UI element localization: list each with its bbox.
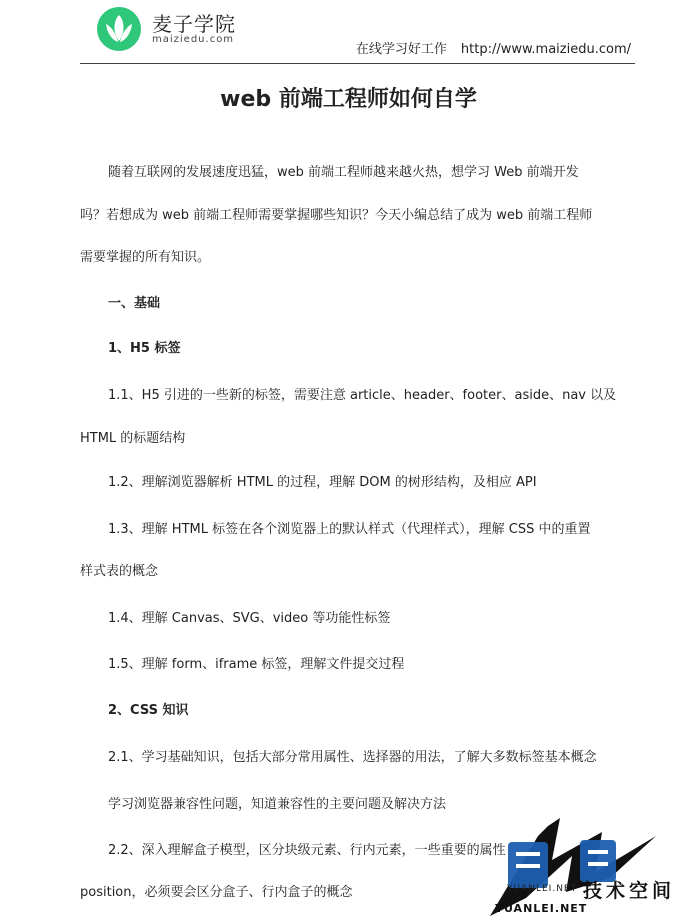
- watermark-site: YUANLEI.NET: [495, 902, 588, 915]
- item-1-1-line-1: 1.1、H5 引进的一些新的标签，需要注意 article、header、footer、aside、nav 以及: [108, 388, 617, 403]
- tagline-url[interactable]: http://www.maiziedu.com/: [460, 42, 631, 57]
- item-1-5: 1.5、理解 form、iframe 标签，理解文件提交过程: [108, 657, 405, 672]
- item-2-1-line-1: 2.1、学习基础知识，包括大部分常用属性、选择器的用法，了解大多数标签基本概念: [108, 750, 597, 765]
- item-2-2-line-2: position，必须要会区分盒子、行内盒子的概念: [80, 885, 353, 900]
- brand-domain: maiziedu.com: [152, 34, 235, 45]
- maizi-logo-icon: [96, 6, 142, 52]
- watermark-site-small: YUANLEI.NET: [507, 884, 578, 894]
- intro-line-2: 吗？若想成为 web 前端工程师需要掌握哪些知识？今天小编总结了成为 web 前端工程师: [80, 208, 593, 223]
- item-1-3-line-2: 样式表的概念: [80, 564, 159, 579]
- item-2-1-line-2: 学习浏览器兼容性问题，知道兼容性的主要问题及解决方法: [108, 797, 447, 812]
- item-2-2-line-1: 2.2、深入理解盒子模型，区分块级元素、行内元素，一些重要的属性: [108, 843, 506, 858]
- header-tagline: [356, 38, 631, 57]
- item-1-1-line-2: HTML 的标题结构: [80, 431, 186, 446]
- item-1-4: 1.4、理解 Canvas、SVG、video 等功能性标签: [108, 611, 391, 626]
- document-title: web 前端工程师如何自学: [220, 87, 477, 112]
- subheading-h5-tags: 1、H5 标签: [108, 341, 181, 356]
- intro-line-3: 需要掌握的所有知识。: [80, 250, 211, 265]
- intro-line-1: 随着互联网的发展速度迅猛，web 前端工程师越来越火热，想学习 Web 前端开发: [108, 165, 579, 180]
- watermark-text-cn: 技术空间: [583, 880, 676, 902]
- item-1-3-line-1: 1.3、理解 HTML 标签在各个浏览器上的默认样式（代理样式），理解 CSS 中的重置: [108, 522, 591, 537]
- header-divider: [80, 63, 635, 64]
- section-heading-basics: 一、基础: [108, 296, 161, 311]
- brand-name: 麦子学院: [152, 12, 236, 36]
- tagline-text: 在线学习好工作: [355, 42, 447, 57]
- item-1-2: 1.2、理解浏览器解析 HTML 的过程，理解 DOM 的树形结构，及相应 API: [108, 475, 537, 490]
- subheading-css: 2、CSS 知识: [108, 703, 189, 718]
